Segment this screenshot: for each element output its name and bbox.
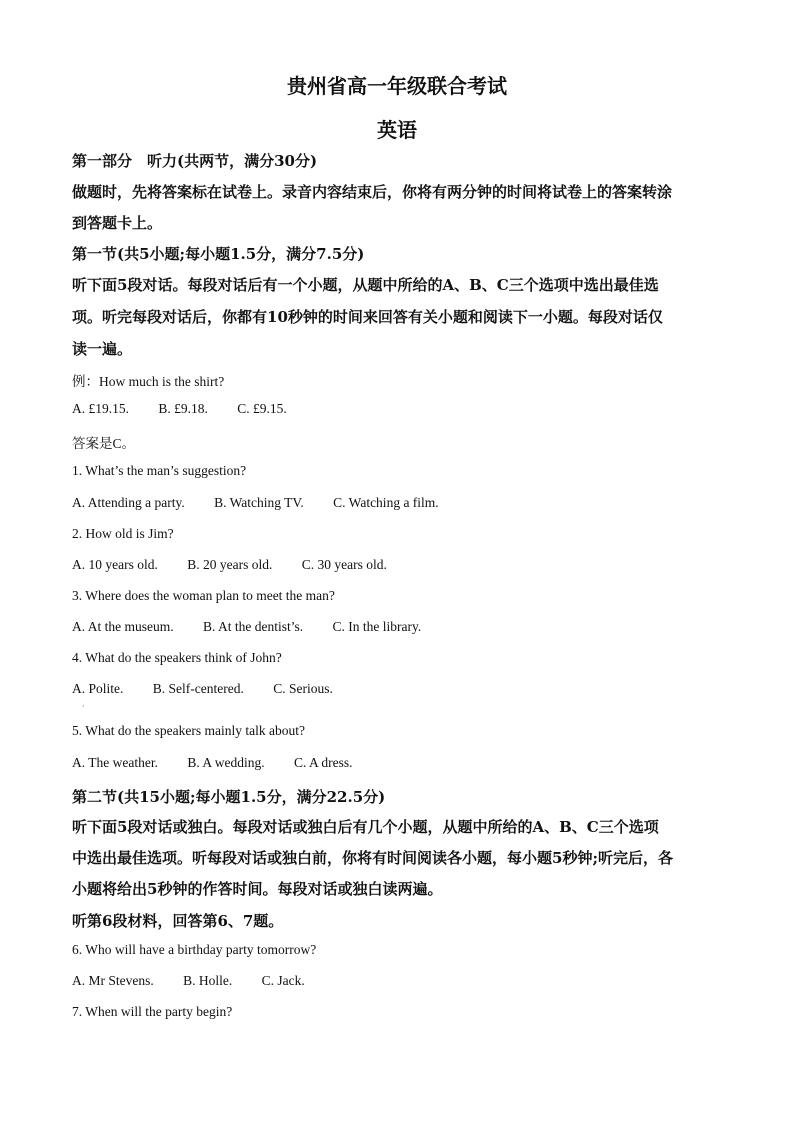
example-option-c: C. £9.15.	[237, 401, 287, 416]
example-question: 例：How much is the shirt?	[72, 374, 225, 389]
exam-subject: 英语	[377, 118, 417, 142]
section2-instruction-line2: 中选出最佳选项。听每段对话或独白前，你将有时间阅读各小题，每小题5秒钟;听完后，各	[72, 849, 673, 867]
q5-option-b: B. A wedding.	[187, 755, 265, 770]
exam-title: 贵州省高一年级联合考试	[287, 74, 507, 98]
question-5-options	[72, 755, 353, 771]
question-5: 5. What do the speakers mainly talk about?	[72, 723, 305, 738]
example-answer: 答案是C。	[72, 436, 136, 451]
example-option-b: B. £9.18.	[158, 401, 208, 416]
question-6-options	[72, 973, 305, 989]
q3-option-c: C. In the library.	[332, 619, 422, 634]
section2-instruction-line1: 听下面5段对话或独白。每段对话或独白后有几个小题，从题中所给的A、B、C三个选项	[72, 818, 659, 836]
question-1-options	[72, 495, 439, 511]
q6-option-b: B. Holle.	[183, 973, 233, 988]
q5-option-a: A. The weather.	[72, 755, 158, 770]
section1-instruction-line2: 项。听完每段对话后，你都有10秒钟的时间来回答有关小题和阅读下一小题。每段对话仅	[72, 308, 663, 326]
section1-heading: 第一节(共5小题;每小题1.5分，满分7.5分)	[72, 245, 365, 263]
question-3: 3. Where does the woman plan to meet the man?	[72, 588, 335, 603]
example-options	[72, 401, 287, 417]
section2-instruction-line3: 小题将给出5秒钟的作答时间。每段对话或独白读两遍。	[72, 880, 443, 898]
q1-option-b: B. Watching TV.	[214, 495, 304, 510]
part1-heading: 第一部分 听力(共两节，满分30分)	[72, 152, 318, 170]
q2-option-b: B. 20 years old.	[187, 557, 273, 572]
question-6: 6. Who will have a birthday party tomorrow?	[72, 942, 317, 957]
q6-option-c: C. Jack.	[261, 973, 305, 988]
question-2: 2. How old is Jim?	[72, 526, 174, 541]
q6-option-a: A. Mr Stevens.	[72, 973, 154, 988]
q2-option-c: C. 30 years old.	[301, 557, 387, 572]
q2-option-a: A. 10 years old.	[72, 557, 158, 572]
question-3-options	[72, 619, 421, 635]
question-1: 1. What’s the man’s suggestion?	[72, 463, 247, 478]
q4-option-a: A. Polite.	[72, 681, 124, 696]
q3-option-b: B. At the dentist’s.	[203, 619, 304, 634]
section1-instruction-line1: 听下面5段对话。每段对话后有一个小题，从题中所给的A、B、C三个选项中选出最佳选	[72, 276, 659, 294]
stray-mark: ·	[82, 702, 85, 711]
q1-option-a: A. Attending a party.	[72, 495, 185, 510]
material-6-instruction: 听第6段材料，回答第6、7题。	[72, 912, 284, 930]
q1-option-c: C. Watching a film.	[333, 495, 439, 510]
q3-option-a: A. At the museum.	[72, 619, 174, 634]
question-7: 7. When will the party begin?	[72, 1004, 233, 1019]
q4-option-c: C. Serious.	[273, 681, 333, 696]
q4-option-b: B. Self-centered.	[152, 681, 244, 696]
part1-instruction-line1: 做题时，先将答案标在试卷上。录音内容结束后，你将有两分钟的时间将试卷上的答案转涂	[72, 183, 673, 201]
question-4: 4. What do the speakers think of John?	[72, 650, 282, 665]
section2-heading: 第二节(共15小题;每小题1.5分，满分22.5分)	[72, 788, 386, 806]
question-2-options	[72, 557, 387, 573]
q5-option-c: C. A dress.	[294, 755, 353, 770]
question-4-options	[72, 681, 333, 697]
example-option-a: A. £19.15.	[72, 401, 129, 416]
part1-instruction-line2: 到答题卡上。	[72, 214, 163, 232]
section1-instruction-line3: 读一遍。	[72, 340, 133, 358]
